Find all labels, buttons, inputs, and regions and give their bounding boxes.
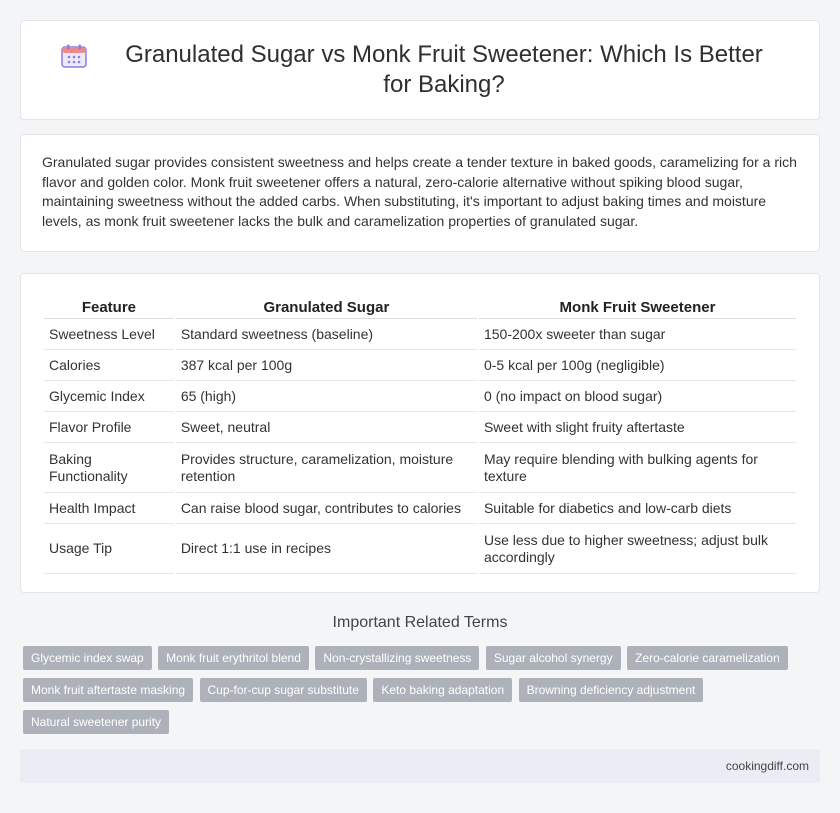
header-monk-fruit: Monk Fruit Sweetener	[479, 296, 796, 319]
cell-granulated: Direct 1:1 use in recipes	[176, 524, 477, 574]
table-row	[44, 412, 796, 443]
table-row	[44, 524, 796, 574]
tag-zero-calorie-caramelization[interactable]: Zero-calorie caramelization	[627, 646, 788, 670]
cell-granulated: Can raise blood sugar, contributes to calories	[176, 493, 477, 524]
header-feature: Feature	[44, 296, 174, 319]
comparison-table	[42, 296, 798, 574]
comparison-table-card	[20, 273, 820, 593]
cell-granulated: 65 (high)	[176, 381, 477, 412]
tag-non-crystallizing-sweetness[interactable]: Non-crystallizing sweetness	[315, 646, 479, 670]
table-row	[44, 493, 796, 524]
footer-site-link[interactable]: cookingdiff.com	[725, 759, 809, 773]
header-granulated-sugar: Granulated Sugar	[176, 296, 477, 319]
intro-paragraph: Granulated sugar provides consistent sweetness and helps create a tender texture in baked goods, caramelizing for a rich flavor and golden color. Monk fruit sweetener offers a natural, zero-calorie alternative without spiking blood sugar, maintaining sweetness without the added carbs. When substituting, it's important to adjust baking times and moisture levels, as monk fruit sweetener lacks the bulk and caramelization properties of granulated sugar.	[42, 154, 797, 229]
cell-monk-fruit: Use less due to higher sweetness; adjust bulk accordingly	[479, 524, 796, 574]
cell-feature: Baking Functionality	[44, 443, 174, 493]
cell-granulated: Standard sweetness (baseline)	[176, 319, 477, 350]
table-row	[44, 319, 796, 350]
calendar-icon	[61, 44, 87, 68]
cell-monk-fruit: 150-200x sweeter than sugar	[479, 319, 796, 350]
intro-card	[20, 134, 820, 252]
tag-browning-deficiency-adjustment[interactable]: Browning deficiency adjustment	[519, 678, 704, 702]
table-row	[44, 381, 796, 412]
page-title: Granulated Sugar vs Monk Fruit Sweetener: Which Is Better for Baking?	[125, 41, 763, 98]
cell-feature: Health Impact	[44, 493, 174, 524]
cell-granulated: Sweet, neutral	[176, 412, 477, 443]
cell-feature: Usage Tip	[44, 524, 174, 574]
table-row	[44, 443, 796, 493]
tag-glycemic-index-swap[interactable]: Glycemic index swap	[23, 646, 152, 670]
title-wrap	[61, 40, 779, 100]
footer	[20, 749, 820, 783]
related-terms-title: Important Related Terms	[332, 614, 508, 631]
cell-feature: Flavor Profile	[44, 412, 174, 443]
cell-feature: Glycemic Index	[44, 381, 174, 412]
cell-feature: Calories	[44, 350, 174, 381]
cell-granulated: 387 kcal per 100g	[176, 350, 477, 381]
tag-natural-sweetener-purity[interactable]: Natural sweetener purity	[23, 710, 169, 734]
cell-monk-fruit: 0 (no impact on blood sugar)	[479, 381, 796, 412]
related-terms-tags	[23, 646, 823, 742]
cell-monk-fruit: Suitable for diabetics and low-carb diets	[479, 493, 796, 524]
tag-monk-fruit-erythritol-blend[interactable]: Monk fruit erythritol blend	[158, 646, 309, 670]
cell-monk-fruit: 0-5 kcal per 100g (negligible)	[479, 350, 796, 381]
table-row	[44, 350, 796, 381]
tag-cup-for-cup-sugar-substitute[interactable]: Cup-for-cup sugar substitute	[200, 678, 367, 702]
title-card	[20, 20, 820, 120]
table-header-row	[44, 296, 796, 319]
cell-monk-fruit: May require blending with bulking agents for texture	[479, 443, 796, 493]
tag-keto-baking-adaptation[interactable]: Keto baking adaptation	[373, 678, 512, 702]
cell-monk-fruit: Sweet with slight fruity aftertaste	[479, 412, 796, 443]
tag-sugar-alcohol-synergy[interactable]: Sugar alcohol synergy	[486, 646, 621, 670]
cell-granulated: Provides structure, caramelization, moisture retention	[176, 443, 477, 493]
cell-feature: Sweetness Level	[44, 319, 174, 350]
tag-monk-fruit-aftertaste-masking[interactable]: Monk fruit aftertaste masking	[23, 678, 193, 702]
